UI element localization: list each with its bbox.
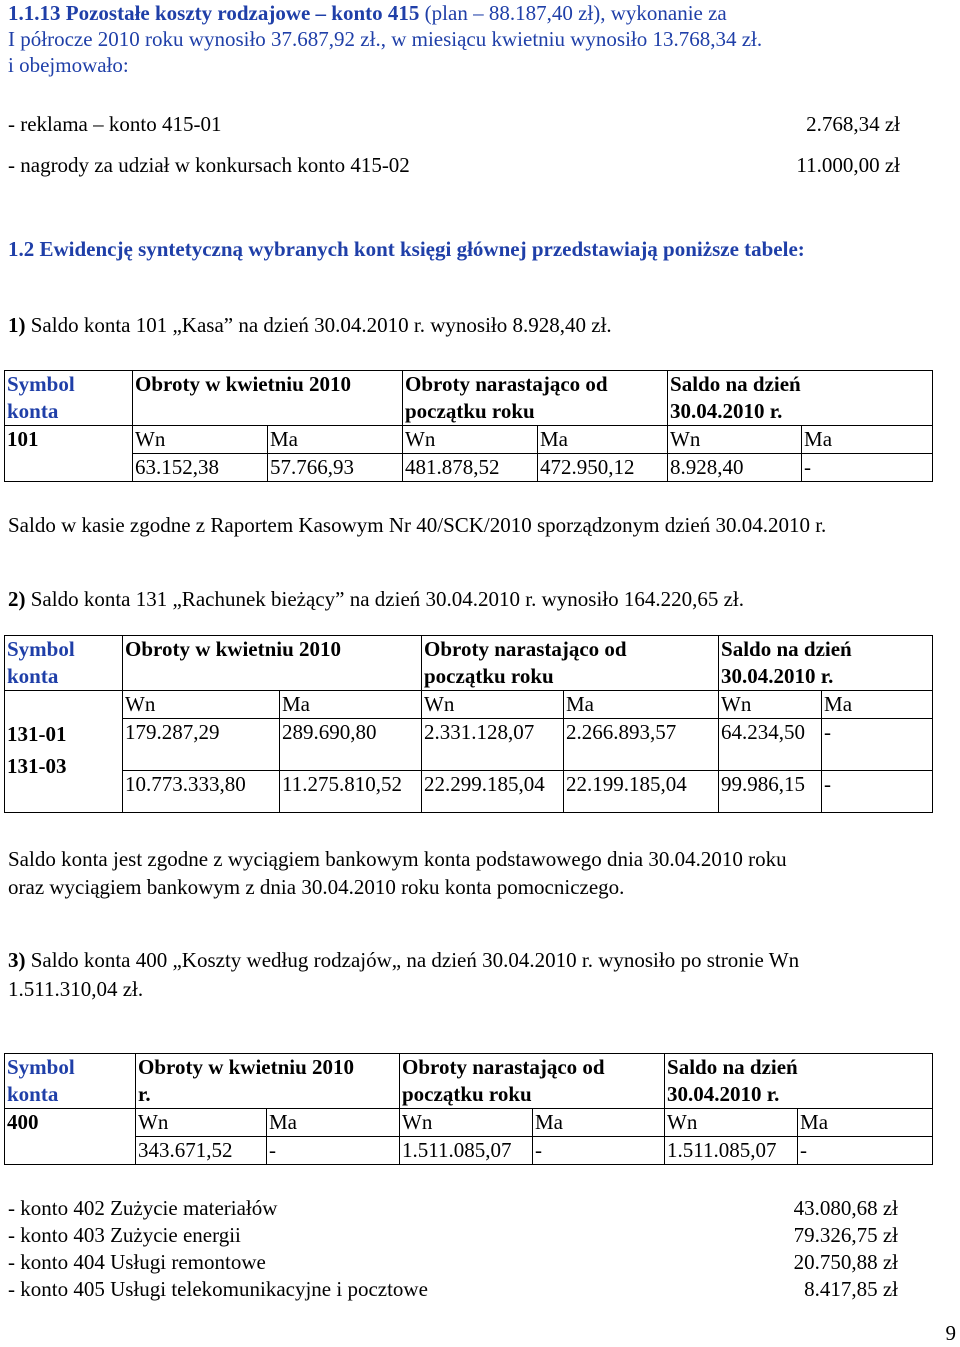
table-cell: -: [802, 454, 933, 482]
konto-label: - konto 405 Usługi telekomunikacyjne i pocztowe: [8, 1277, 428, 1301]
table-rachunek: [4, 635, 933, 813]
table-cell: -: [822, 719, 933, 771]
page-number: 9: [945, 1321, 956, 1345]
row-symbols: 131-01 131-03: [5, 691, 123, 813]
sub-header: Wn: [123, 691, 280, 719]
table-subheader-row: [5, 691, 933, 719]
table-header-row: [5, 1054, 933, 1109]
section-line-3: i obejmowało:: [8, 53, 129, 77]
table-cell: 343.671,52: [136, 1137, 267, 1165]
sub-header: Wn: [400, 1109, 533, 1137]
cost-item-amount: 11.000,00 zł: [796, 153, 900, 177]
table-row: [5, 771, 933, 813]
sub-header: Wn: [422, 691, 564, 719]
table3-intro-line2: 1.511.310,04 zł.: [8, 977, 144, 1001]
table-cell: 22.299.185,04: [422, 771, 564, 813]
header-saldo: Saldo na dzień 30.04.2010 r.: [668, 371, 933, 426]
table-cell: 179.287,29: [123, 719, 280, 771]
sub-header: Wn: [136, 1109, 267, 1137]
table-cell: 11.275.810,52: [280, 771, 422, 813]
table-header-row: [5, 636, 933, 691]
section-1-2-heading: 1.2 Ewidencję syntetyczną wybranych kont księgi głównej przedstawiają poniższe tabele:: [8, 237, 805, 261]
section-heading: [8, 0, 727, 27]
header-obroty: Obroty w kwietniu 2010 r.: [136, 1054, 400, 1109]
section-title-rest: (plan – 88.187,40 zł), wykonanie za: [419, 1, 727, 25]
table-cell: 1.511.085,07: [665, 1137, 798, 1165]
sub-header: Ma: [280, 691, 422, 719]
sub-header: Ma: [267, 1109, 400, 1137]
table-subheader-row: [5, 426, 933, 454]
sub-header: Wn: [668, 426, 802, 454]
table1-number: 1): [8, 313, 26, 337]
section-title: 1.1.13 Pozostałe koszty rodzajowe – konto 415: [8, 1, 420, 25]
table-row: [5, 454, 933, 482]
table-cell: -: [798, 1137, 933, 1165]
header-narastajaco: Obroty narastająco od początku roku: [422, 636, 719, 691]
table-cell: 472.950,12: [538, 454, 668, 482]
header-symbol: Symbol konta: [5, 371, 133, 426]
header-symbol: Symbol konta: [5, 1054, 136, 1109]
sub-header: Ma: [798, 1109, 933, 1137]
table-cell: -: [267, 1137, 400, 1165]
table2-number: 2): [8, 587, 26, 611]
table1-intro: [8, 312, 612, 339]
table3-intro-text: Saldo konta 400 „Koszty według rodzajów„ na dzień 30.04.2010 r. wynosiło po stronie Wn: [25, 948, 800, 972]
sub-header: Wn: [403, 426, 538, 454]
table-cell: 1.511.085,07: [400, 1137, 533, 1165]
table3-number: 3): [8, 948, 26, 972]
sub-header: Wn: [665, 1109, 798, 1137]
sub-header: Ma: [533, 1109, 665, 1137]
konto-amount: 20.750,88 zł: [793, 1250, 898, 1274]
table-cell: 8.928,40: [668, 454, 802, 482]
row-symbol: 101: [5, 426, 133, 482]
table-cell: 63.152,38: [133, 454, 268, 482]
table-cell: 289.690,80: [280, 719, 422, 771]
konto-label: - konto 402 Zużycie materiałów: [8, 1196, 278, 1220]
sub-header: Ma: [822, 691, 933, 719]
sub-header: Wn: [719, 691, 822, 719]
table-koszty: [4, 1053, 933, 1165]
table-cell: -: [822, 771, 933, 813]
table-cell: 64.234,50: [719, 719, 822, 771]
table2-note-line2: oraz wyciągiem bankowym z dnia 30.04.2010 roku konta pomocniczego.: [8, 875, 625, 899]
header-obroty: Obroty w kwietniu 2010: [123, 636, 422, 691]
table1-intro-text: Saldo konta 101 „Kasa” na dzień 30.04.2010 r. wynosiło 8.928,40 zł.: [25, 313, 612, 337]
konto-label: - konto 404 Usługi remontowe: [8, 1250, 266, 1274]
header-symbol: Symbol konta: [5, 636, 123, 691]
sub-header: Ma: [802, 426, 933, 454]
table1-note: Saldo w kasie zgodne z Raportem Kasowym Nr 40/SCK/2010 sporządzonym dzień 30.04.2010 r.: [8, 513, 827, 537]
konto-amount: 43.080,68 zł: [793, 1196, 898, 1220]
konto-amount: 79.326,75 zł: [793, 1223, 898, 1247]
sub-header: Ma: [268, 426, 403, 454]
cost-item-amount: 2.768,34 zł: [806, 112, 900, 136]
table-cell: 57.766,93: [268, 454, 403, 482]
table2-intro: [8, 586, 744, 613]
table-cell: 10.773.333,80: [123, 771, 280, 813]
sub-header: Ma: [564, 691, 719, 719]
table-row: [5, 1137, 933, 1165]
section-line-2: I półrocze 2010 roku wynosiło 37.687,92 zł., w miesiącu kwietniu wynosiło 13.768,34 zł.: [8, 27, 763, 51]
table-header-row: [5, 371, 933, 426]
table-kasa: [4, 370, 933, 482]
table-cell: 481.878,52: [403, 454, 538, 482]
header-saldo: Saldo na dzień 30.04.2010 r.: [665, 1054, 933, 1109]
table-cell: 99.986,15: [719, 771, 822, 813]
table2-intro-text: Saldo konta 131 „Rachunek bieżący” na dzień 30.04.2010 r. wynosiło 164.220,65 zł.: [25, 587, 745, 611]
sub-header: Ma: [538, 426, 668, 454]
table-row: [5, 719, 933, 771]
cost-item-label: - reklama – konto 415-01: [8, 112, 222, 136]
table-subheader-row: [5, 1109, 933, 1137]
table3-intro: [8, 947, 799, 974]
header-obroty: Obroty w kwietniu 2010: [133, 371, 403, 426]
cost-item-label: - nagrody za udział w konkursach konto 415-02: [8, 153, 410, 177]
row-symbol: 400: [5, 1109, 136, 1165]
konto-label: - konto 403 Zużycie energii: [8, 1223, 241, 1247]
header-narastajaco: Obroty narastająco od początku roku: [400, 1054, 665, 1109]
table-cell: 2.331.128,07: [422, 719, 564, 771]
konto-amount: 8.417,85 zł: [804, 1277, 898, 1301]
header-saldo: Saldo na dzień 30.04.2010 r.: [719, 636, 933, 691]
table2-note-line1: Saldo konta jest zgodne z wyciągiem bankowym konta podstawowego dnia 30.04.2010 roku: [8, 847, 787, 871]
sub-header: Wn: [133, 426, 268, 454]
table-cell: 2.266.893,57: [564, 719, 719, 771]
table-cell: -: [533, 1137, 665, 1165]
header-narastajaco: Obroty narastająco od początku roku: [403, 371, 668, 426]
table-cell: 22.199.185,04: [564, 771, 719, 813]
